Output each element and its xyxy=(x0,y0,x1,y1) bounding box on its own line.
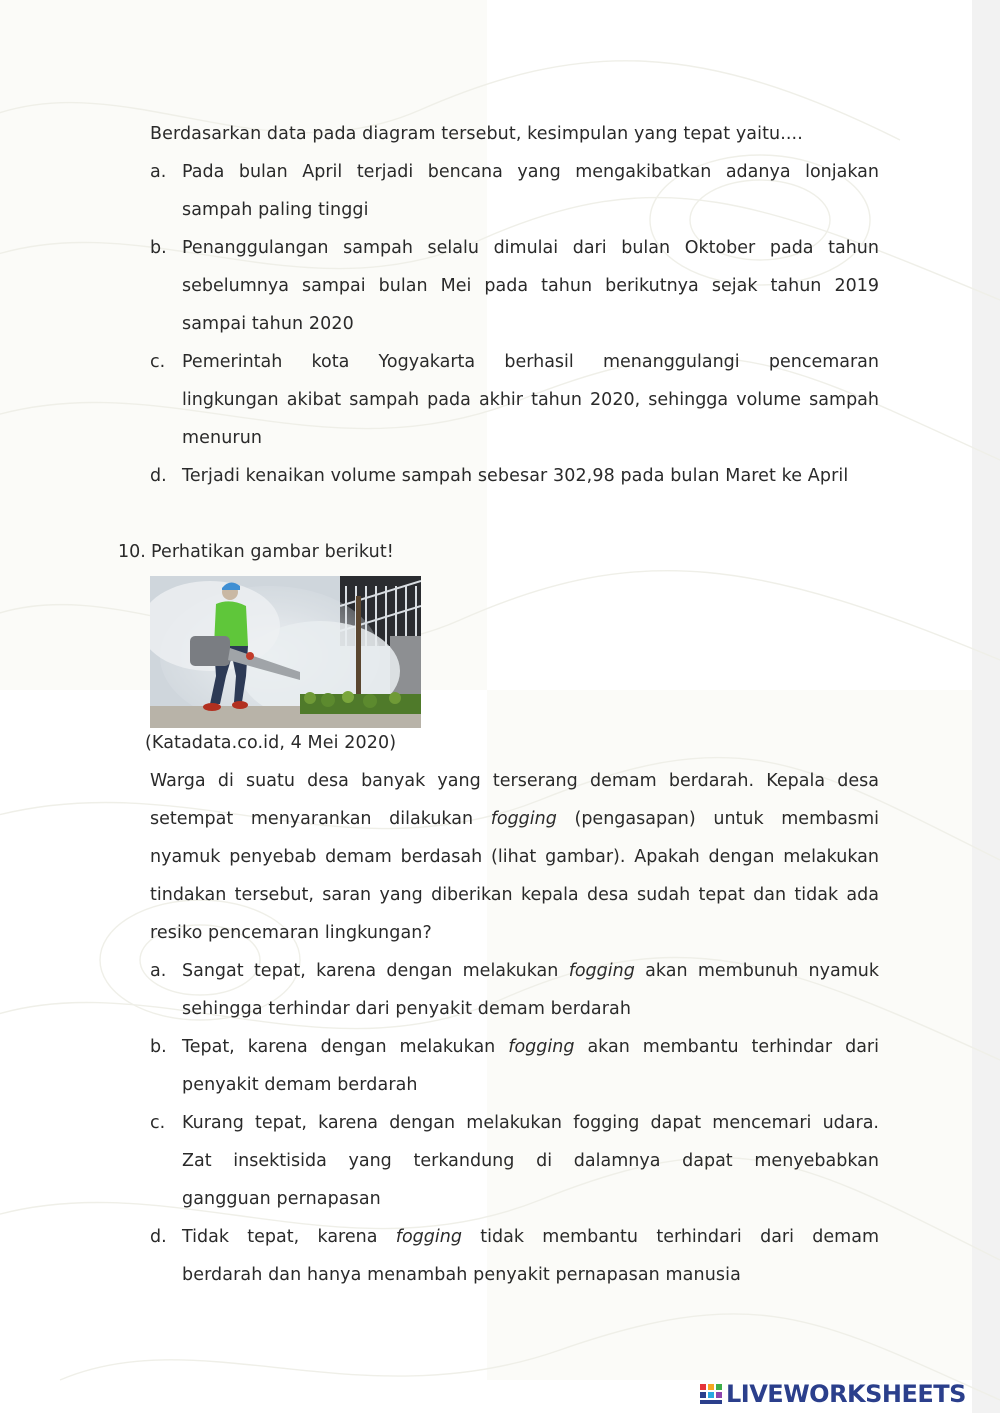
q10-option-b-label: b. xyxy=(150,1037,167,1057)
q9-option-b-text-cont: sebelumnya sampai bulan Mei pada tahun berikutnya sejak tahun 2019 xyxy=(182,276,879,296)
q10-option-a-label: a. xyxy=(150,961,167,981)
photo-caption: (Katadata.co.id, 4 Mei 2020) xyxy=(145,733,397,753)
q10-option-a-text-cont: sehingga terhindar dari penyakit demam berdarah xyxy=(182,999,632,1019)
q10-option-b-text-cont: penyakit demam berdarah xyxy=(182,1075,418,1095)
q9-option-b-text: Penanggulangan sampah selalu dimulai dari bulan Oktober pada tahun xyxy=(182,238,879,258)
q9-option-c-text-cont: lingkungan akibat sampah pada akhir tahun 2020, sehingga volume sampah xyxy=(182,390,879,410)
q10-option-a-post: akan membunuh nyamuk xyxy=(645,961,879,981)
q10-option-d-text-cont: berdarah dan hanya menambah penyakit pernapasan manusia xyxy=(182,1265,741,1285)
q9-option-d-text: Terjadi kenaikan volume sampah sebesar 302,98 pada bulan Maret ke April xyxy=(182,466,849,486)
q10-stem-line-2-post: (pengasapan) untuk membasmi xyxy=(574,809,879,829)
q10-option-a-pre: Sangat tepat, karena dengan melakukan xyxy=(182,961,559,981)
q10-option-b-pre: Tepat, karena dengan melakukan xyxy=(182,1037,496,1057)
q9-option-a-label: a. xyxy=(150,162,167,182)
q9-option-c-text: Pemerintah kota Yogyakarta berhasil menanggulangi pencemaran xyxy=(182,352,879,372)
q10-option-d-pre: Tidak tepat, karena xyxy=(182,1227,378,1247)
q10-option-a-text xyxy=(182,959,879,983)
q10-stem-line-3: nyamuk penyebab demam berdasah (lihat gambar). Apakah dengan melakukan xyxy=(150,847,879,867)
q10-option-b-post: akan membantu terhindar dari xyxy=(587,1037,879,1057)
q9-stem: Berdasarkan data pada diagram tersebut, kesimpulan yang tepat yaitu.... xyxy=(150,124,803,144)
q9-option-a-text: Pada bulan April terjadi bencana yang mengakibatkan adanya lonjakan xyxy=(182,162,879,182)
q10-number: 10. xyxy=(118,542,146,562)
q9-option-d-label: d. xyxy=(150,466,167,486)
q10-option-d-italic: fogging xyxy=(395,1227,462,1247)
q10-stem-line-4: tindakan tersebut, saran yang diberikan kepala desa sudah tepat dan tidak ada xyxy=(150,885,879,905)
q10-option-c-text: Kurang tepat, karena dengan melakukan fogging dapat mencemari udara. xyxy=(182,1113,879,1133)
q10-option-d-post: tidak membantu terhindari dari demam xyxy=(480,1227,879,1247)
brand-name: LIVEWORKSHEETS xyxy=(726,1380,966,1408)
fogging-photo xyxy=(150,576,421,728)
q10-option-c-label: c. xyxy=(150,1113,166,1133)
q10-option-c-text-end: gangguan pernapasan xyxy=(182,1189,381,1209)
liveworksheets-icon xyxy=(699,1382,723,1406)
q9-option-b-label: b. xyxy=(150,238,167,258)
q10-stem-line-1: Warga di suatu desa banyak yang terserang demam berdarah. Kepala desa xyxy=(150,771,879,791)
q10-prompt: Perhatikan gambar berikut! xyxy=(151,542,394,562)
q10-stem-line-2-pre: setempat menyarankan dilakukan xyxy=(150,809,474,829)
q10-option-d-label: d. xyxy=(150,1227,167,1247)
q10-option-c-text-cont: Zat insektisida yang terkandung di dalamnya dapat menyebabkan xyxy=(182,1151,879,1171)
q9-option-c-text-end: menurun xyxy=(182,428,263,448)
q10-option-d-text xyxy=(182,1225,879,1249)
liveworksheets-logo[interactable] xyxy=(699,1381,966,1407)
q10-stem-line-5: resiko pencemaran lingkungan? xyxy=(150,923,432,943)
q10-option-b-text xyxy=(182,1035,879,1059)
q10-option-a-italic: fogging xyxy=(568,961,635,981)
q9-option-b-text-end: sampai tahun 2020 xyxy=(182,314,354,334)
q9-option-c-label: c. xyxy=(150,352,166,372)
q9-option-a-text-cont: sampah paling tinggi xyxy=(182,200,369,220)
q10-stem-line-2-italic: fogging xyxy=(490,809,557,829)
q10-option-b-italic: fogging xyxy=(508,1037,575,1057)
q10-stem-line-2 xyxy=(150,807,879,831)
